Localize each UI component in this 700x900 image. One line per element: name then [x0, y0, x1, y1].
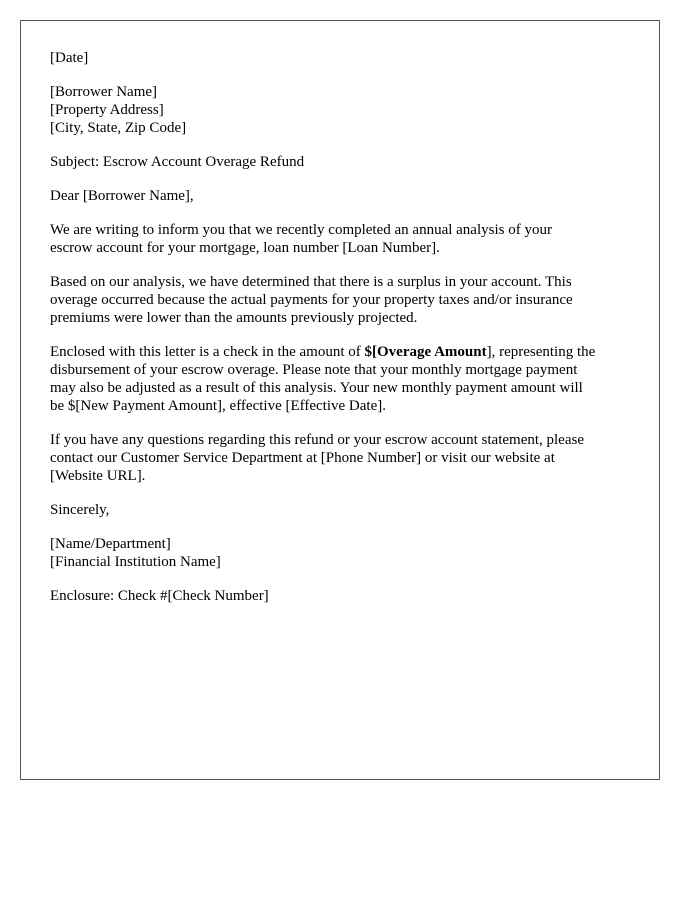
paragraph-analysis	[50, 273, 650, 327]
text-line: contact our Customer Service Department at [Phone Number] or visit our website at	[50, 450, 555, 466]
text-segment: ], representing the	[486, 344, 596, 360]
property-address: [Property Address]	[50, 102, 164, 118]
paragraph-contact	[50, 431, 650, 485]
closing: Sincerely,	[50, 502, 110, 518]
enclosure-note: Enclosure: Check #[Check Number]	[50, 588, 269, 604]
text-line: If you have any questions regarding this refund or your escrow account statement, please	[50, 432, 584, 448]
borrower-name: [Borrower Name]	[50, 84, 158, 100]
salutation: Dear [Borrower Name],	[50, 188, 194, 204]
text-line: be $[New Payment Amount], effective [Effective Date].	[50, 398, 386, 414]
text-line: Based on our analysis, we have determined that there is a surplus in your account. This	[50, 274, 572, 290]
text-line: We are writing to inform you that we recently completed an annual analysis of your	[50, 222, 552, 238]
text-line: escrow account for your mortgage, loan number [Loan Number].	[50, 240, 440, 256]
paragraph-intro	[50, 221, 650, 257]
text-segment: Enclosed with this letter is a check in the amount of	[50, 344, 365, 360]
recipient-address	[50, 83, 650, 137]
overage-amount: $[Overage Amount	[364, 344, 487, 360]
letter-body	[50, 49, 650, 621]
text-line: may also be adjusted as a result of this analysis. Your new monthly payment amount will	[50, 380, 583, 396]
subject-line: Subject: Escrow Account Overage Refund	[50, 154, 305, 170]
text-line	[50, 343, 650, 361]
text-line: [Website URL].	[50, 468, 146, 484]
paragraph-enclosed-check	[50, 343, 650, 415]
text-line: overage occurred because the actual payments for your property taxes and/or insurance	[50, 292, 573, 308]
signer-name: [Name/Department]	[50, 536, 171, 552]
text-line: premiums were lower than the amounts previously projected.	[50, 310, 418, 326]
letter-page	[20, 20, 660, 780]
signature-block	[50, 535, 650, 571]
date: [Date]	[50, 50, 89, 66]
institution-name: [Financial Institution Name]	[50, 554, 221, 570]
text-line: disbursement of your escrow overage. Please note that your monthly mortgage payment	[50, 362, 578, 378]
city-state-zip: [City, State, Zip Code]	[50, 120, 187, 136]
